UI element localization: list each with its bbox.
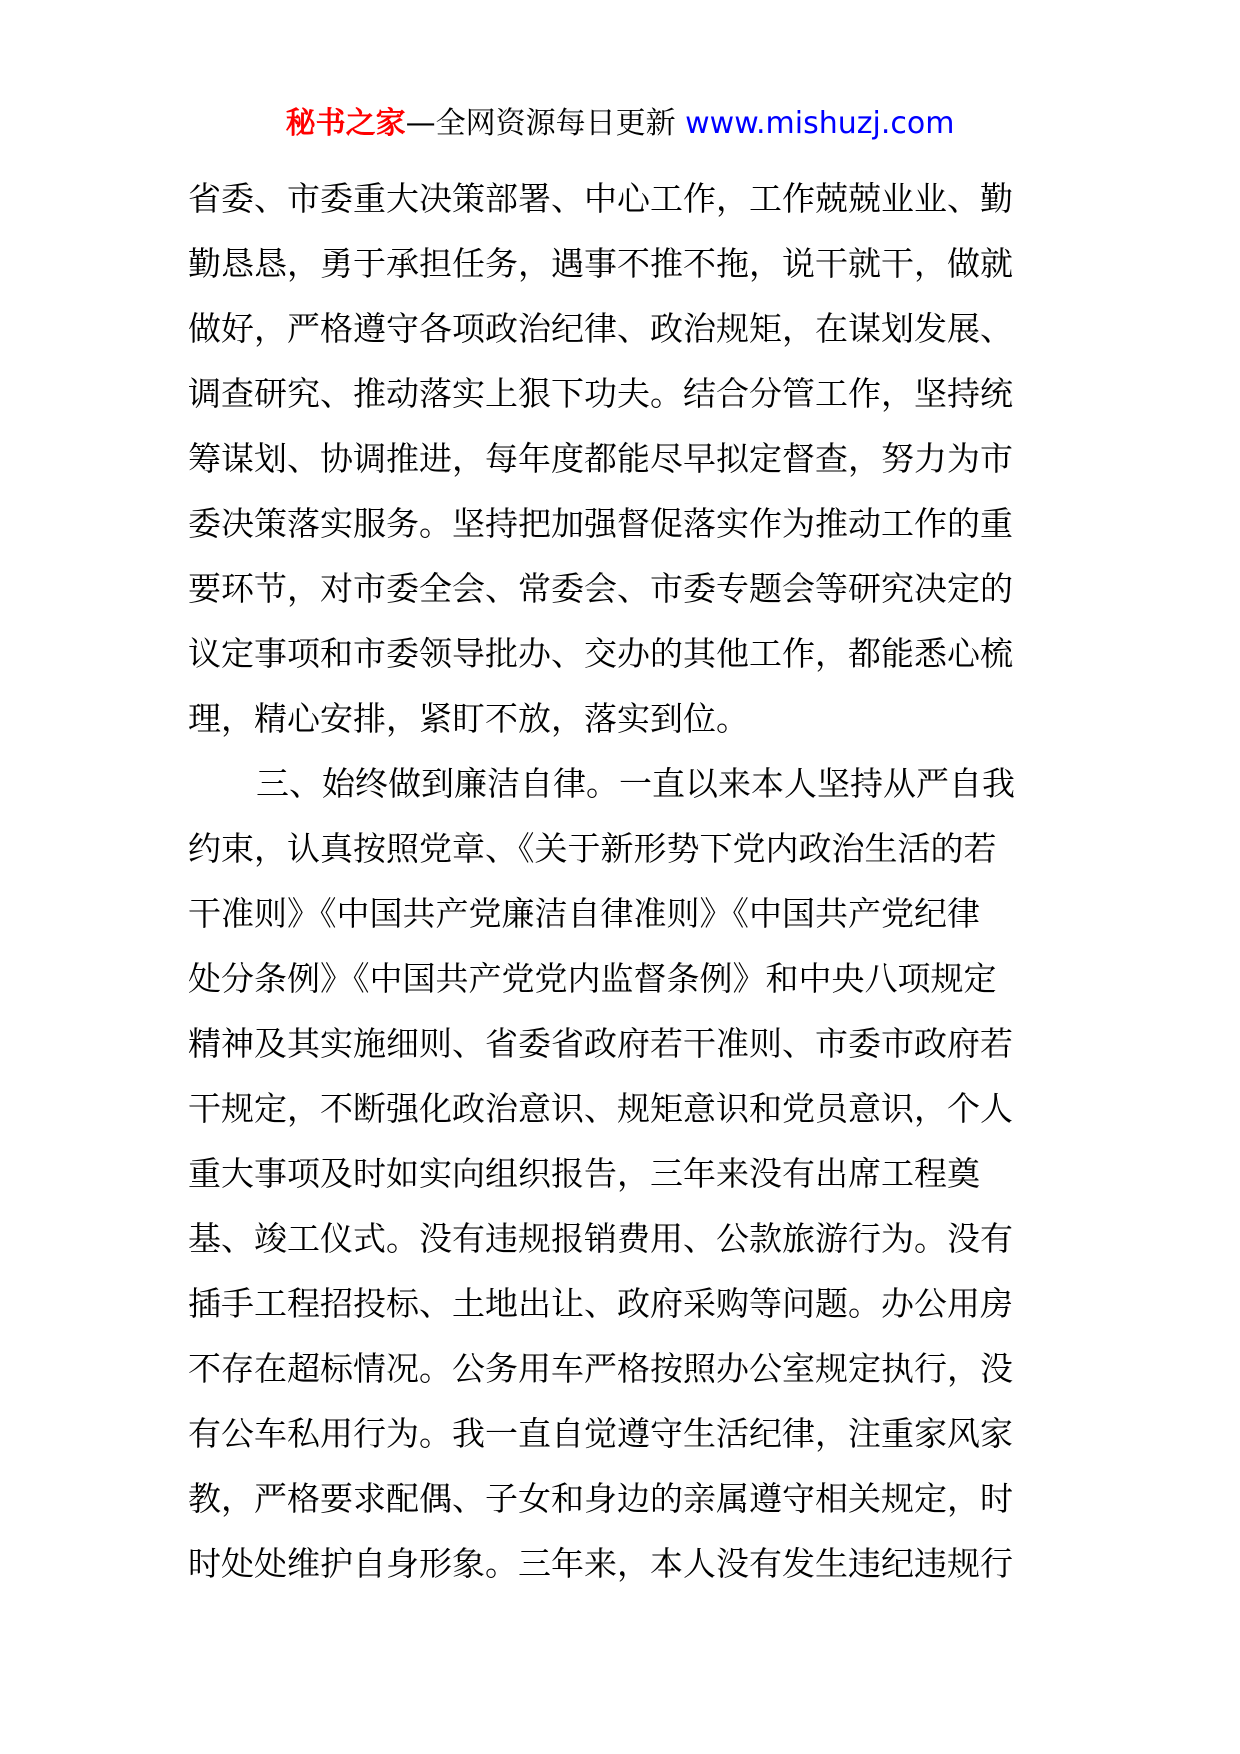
text-line: 有公车私用行为。我一直自觉遵守生活纪律，注重家风家 xyxy=(188,1414,1013,1453)
document-body xyxy=(188,166,1056,1596)
text-line: 精神及其实施细则、省委省政府若干准则、市委市政府若 xyxy=(188,1024,1013,1063)
brand-name: 秘书之家 xyxy=(285,106,406,141)
text-line: 干规定，不断强化政治意识、规矩意识和党员意识，个人 xyxy=(188,1089,1013,1128)
text-line: 勤恳恳，勇于承担任务，遇事不推不拖，说干就干，做就 xyxy=(188,244,1013,283)
text-line: 干准则》《中国共产党廉洁自律准则》《中国共产党纪律 xyxy=(188,894,980,933)
site-header xyxy=(0,104,1240,144)
text-line: 不存在超标情况。公务用车严格按照办公室规定执行，没 xyxy=(188,1349,1013,1388)
text-line: 时处处维护自身形象。三年来，本人没有发生违纪违规行 xyxy=(188,1544,1013,1583)
section-heading-line: 三、始终做到廉洁自律。一直以来本人坚持从严自我 xyxy=(256,764,1015,803)
text-line: 议定事项和市委领导批办、交办的其他工作，都能悉心梳 xyxy=(188,634,1013,673)
text-line: 处分条例》《中国共产党党内监督条例》和中央八项规定 xyxy=(188,959,997,998)
text-line: 调查研究、推动落实上狠下功夫。结合分管工作，坚持统 xyxy=(188,374,1013,413)
text-line: 委决策落实服务。坚持把加强督促落实作为推动工作的重 xyxy=(188,504,1013,543)
website-link[interactable]: www.mishuzj.com xyxy=(685,106,955,141)
header-tagline: —全网资源每日更新 xyxy=(405,106,686,141)
text-line: 理，精心安排，紧盯不放，落实到位。 xyxy=(188,699,749,738)
text-line: 约束，认真按照党章、《关于新形势下党内政治生活的若 xyxy=(188,829,997,868)
text-line: 插手工程招投标、土地出让、政府采购等问题。办公用房 xyxy=(188,1284,1013,1323)
text-line: 教，严格要求配偶、子女和身边的亲属遵守相关规定，时 xyxy=(188,1479,1013,1518)
text-line: 做好，严格遵守各项政治纪律、政治规矩，在谋划发展、 xyxy=(188,309,1013,348)
text-line: 要环节，对市委全会、常委会、市委专题会等研究决定的 xyxy=(188,569,1013,608)
text-line: 基、竣工仪式。没有违规报销费用、公款旅游行为。没有 xyxy=(188,1219,1013,1258)
text-line: 筹谋划、协调推进，每年度都能尽早拟定督查，努力为市 xyxy=(188,439,1013,478)
text-line: 省委、市委重大决策部署、中心工作，工作兢兢业业、勤 xyxy=(188,179,1013,218)
text-line: 重大事项及时如实向组织报告，三年来没有出席工程奠 xyxy=(188,1154,980,1193)
